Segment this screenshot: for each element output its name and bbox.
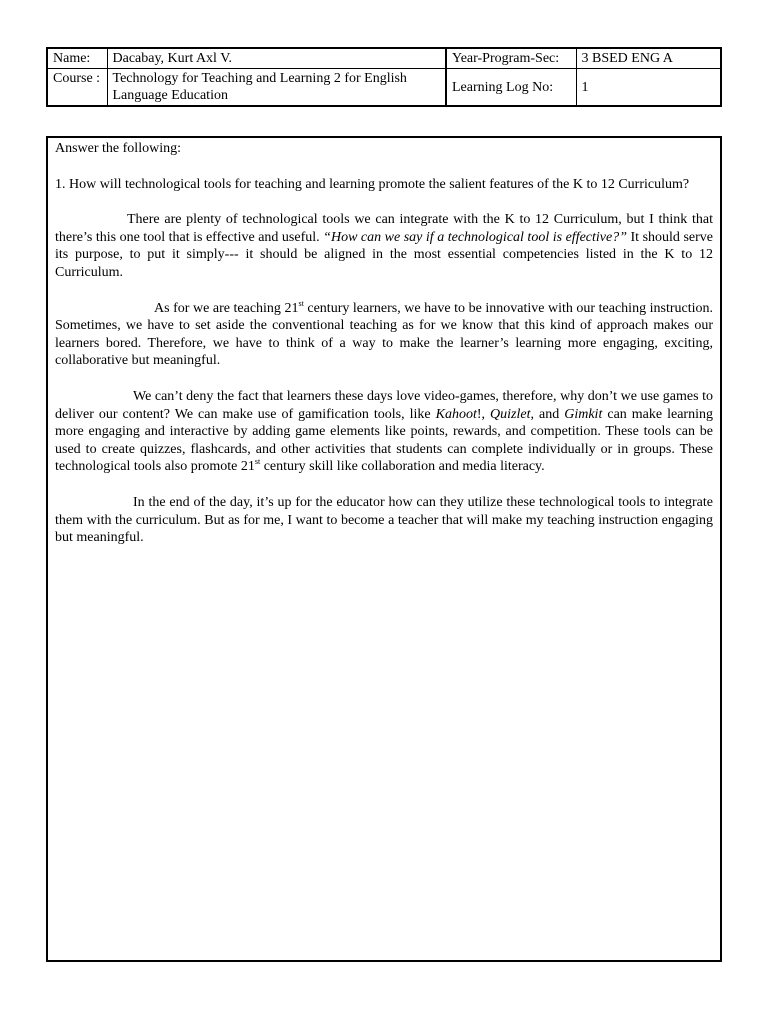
instruction-text: Answer the following: [55, 141, 181, 156]
question-text: 1. How will technological tools for teaching and learning promote the salient features of the K to 12 Curriculum? [55, 176, 690, 192]
p1-text-a: There are plenty of technological tools we can integrate with the K to 12 Curriculum, but I think that there’s this one tool that is effective and useful. [55, 212, 713, 245]
year-program-sec-label: Year-Program-Sec: [446, 48, 576, 69]
learning-log-value: 1 [576, 69, 721, 107]
p3-text-b: !, [476, 406, 491, 422]
answer-box [46, 136, 722, 962]
name-label: Name: [47, 48, 107, 69]
year-program-sec-value: 3 BSED ENG A [576, 48, 721, 69]
p1-text-b: It should serve its purpose, to put it simply--- it should be aligned in the most essential competencies listed in the K to 12 Curriculum. [55, 229, 713, 280]
course-label: Course : [47, 69, 107, 107]
course-value: Technology for Teaching and Learning 2 for English Language Education [107, 69, 446, 107]
paragraph-2 [55, 300, 713, 370]
p2-superscript: st [298, 298, 304, 308]
header-row-2 [47, 69, 721, 107]
p3-superscript: st [254, 457, 261, 467]
p3-gimkit: Gimkit [564, 406, 603, 422]
name-value: Dacabay, Kurt Axl V. [107, 48, 446, 69]
p3-text-d: can make learning more engaging and interactive by adding game elements like points, rewards, and competition. These tools can be used to create quizzes, flashcards, and other activities that students can complete individually or in groups. These technological tools also promote 21 [55, 406, 713, 475]
header-row-1 [47, 48, 721, 69]
paragraph-1 [55, 211, 713, 281]
p3-text-a: We can’t deny the fact that learners these days love video-games, therefore, why don’t we use games to deliver our content? We can make use of gamification tools, like [55, 388, 713, 422]
p1-quote: “How can we say if a technological tool is effective?” [323, 229, 627, 245]
p3-kahoot: Kahoot [435, 406, 477, 422]
p2-text-a: As for we are teaching 21 [154, 300, 299, 316]
paragraph-4: In the end of the day, it’s up for the educator how can they utilize these technological tools to integrate them with the curriculum. But as for me, I want to become a teacher that will make my teaching instruction engaging but meaningful. [55, 494, 713, 546]
p3-text-c: , and [530, 406, 565, 422]
header-table [46, 47, 722, 107]
learning-log-label: Learning Log No: [446, 69, 576, 107]
p3-text-e: century skill like collaboration and media literacy. [260, 459, 545, 475]
p3-quizlet: Quizlet [490, 406, 531, 422]
p2-text-b: century learners, we have to be innovative with our teaching instruction. Sometimes, we have to set aside the conventional teaching as for we know that this kind of approach makes our learners bored. Therefore, we have to think of a way to make the learner’s learning more engaging, exciting, collaborative but meaningful. [55, 300, 713, 369]
paragraph-3 [55, 388, 713, 476]
